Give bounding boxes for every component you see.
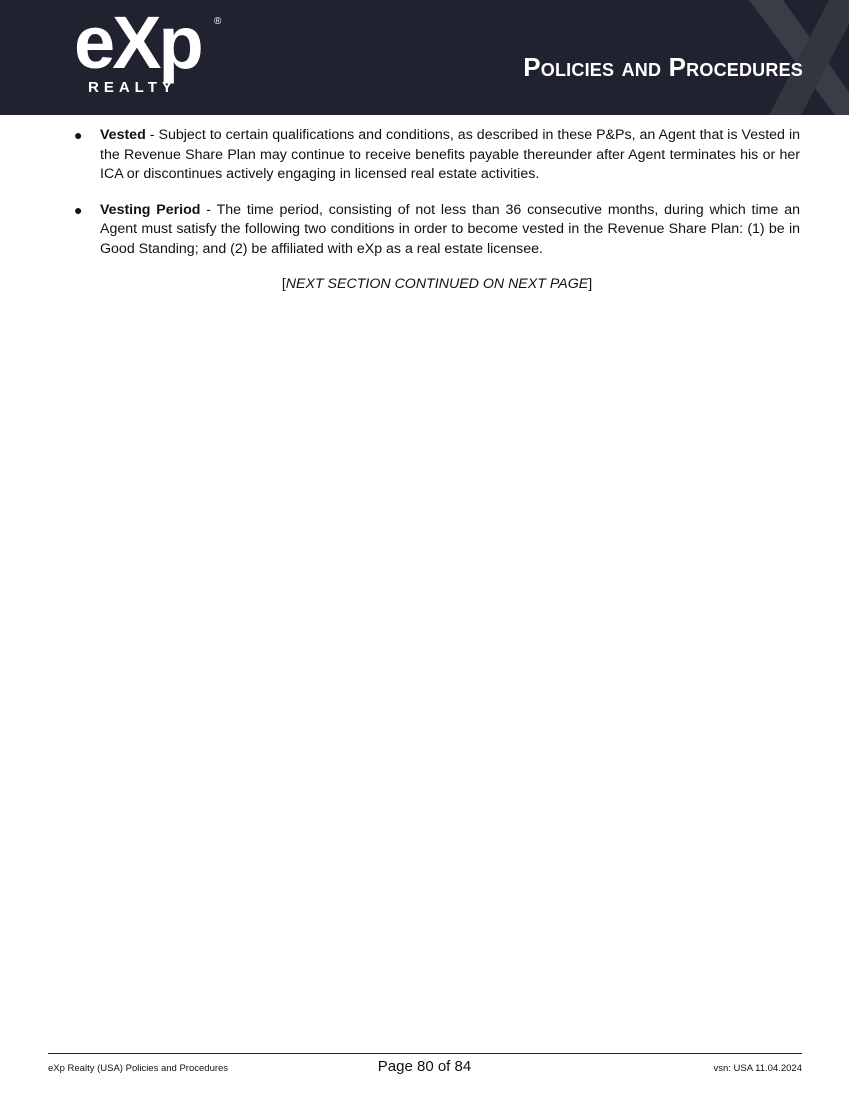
logo-wordmark: eXp (74, 1, 201, 84)
logo-subtext: REALTY (88, 79, 177, 96)
definition-term: Vesting Period (100, 201, 201, 218)
registered-mark: ® (214, 16, 222, 27)
continued-notice (74, 275, 800, 295)
document-title: Policies and Procedures (523, 52, 803, 82)
definition-item (74, 126, 800, 185)
definition-item (74, 201, 800, 260)
bracket-open: [ (281, 276, 286, 292)
bullet-icon: ● (74, 127, 83, 143)
definition-text: - The time period, consisting of not less than 36 consecutive months, during which time an Agent must satisfy the following two conditions in order to become vested in the Revenue Share Plan: (1) be in Good Standing; and (2) be affiliated with eXp as a real estate licensee. (100, 201, 800, 257)
continued-text: NEXT SECTION CONTINUED ON NEXT PAGE (285, 276, 589, 292)
page-content (74, 126, 800, 295)
page-header (0, 0, 849, 115)
bracket-close: ] (588, 276, 593, 292)
footer-version: vsn: USA 11.04.2024 (713, 1063, 802, 1074)
footer-divider (48, 1053, 802, 1054)
exp-realty-logo (74, 1, 234, 100)
definition-term: Vested (100, 127, 146, 143)
definition-text: - Subject to certain qualifications and conditions, as described in these P&Ps, an Agent that is Vested in the Revenue Share Plan may continue to receive benefits payable thereunder after Agent terminates his or her ICA or discontinues actively engaging in licensed real estate activities. (100, 127, 800, 182)
bullet-icon: ● (74, 201, 83, 218)
footer-document-name: eXp Realty (USA) Policies and Procedures (48, 1063, 229, 1074)
footer-page-number: Page 80 of 84 (377, 1058, 472, 1075)
